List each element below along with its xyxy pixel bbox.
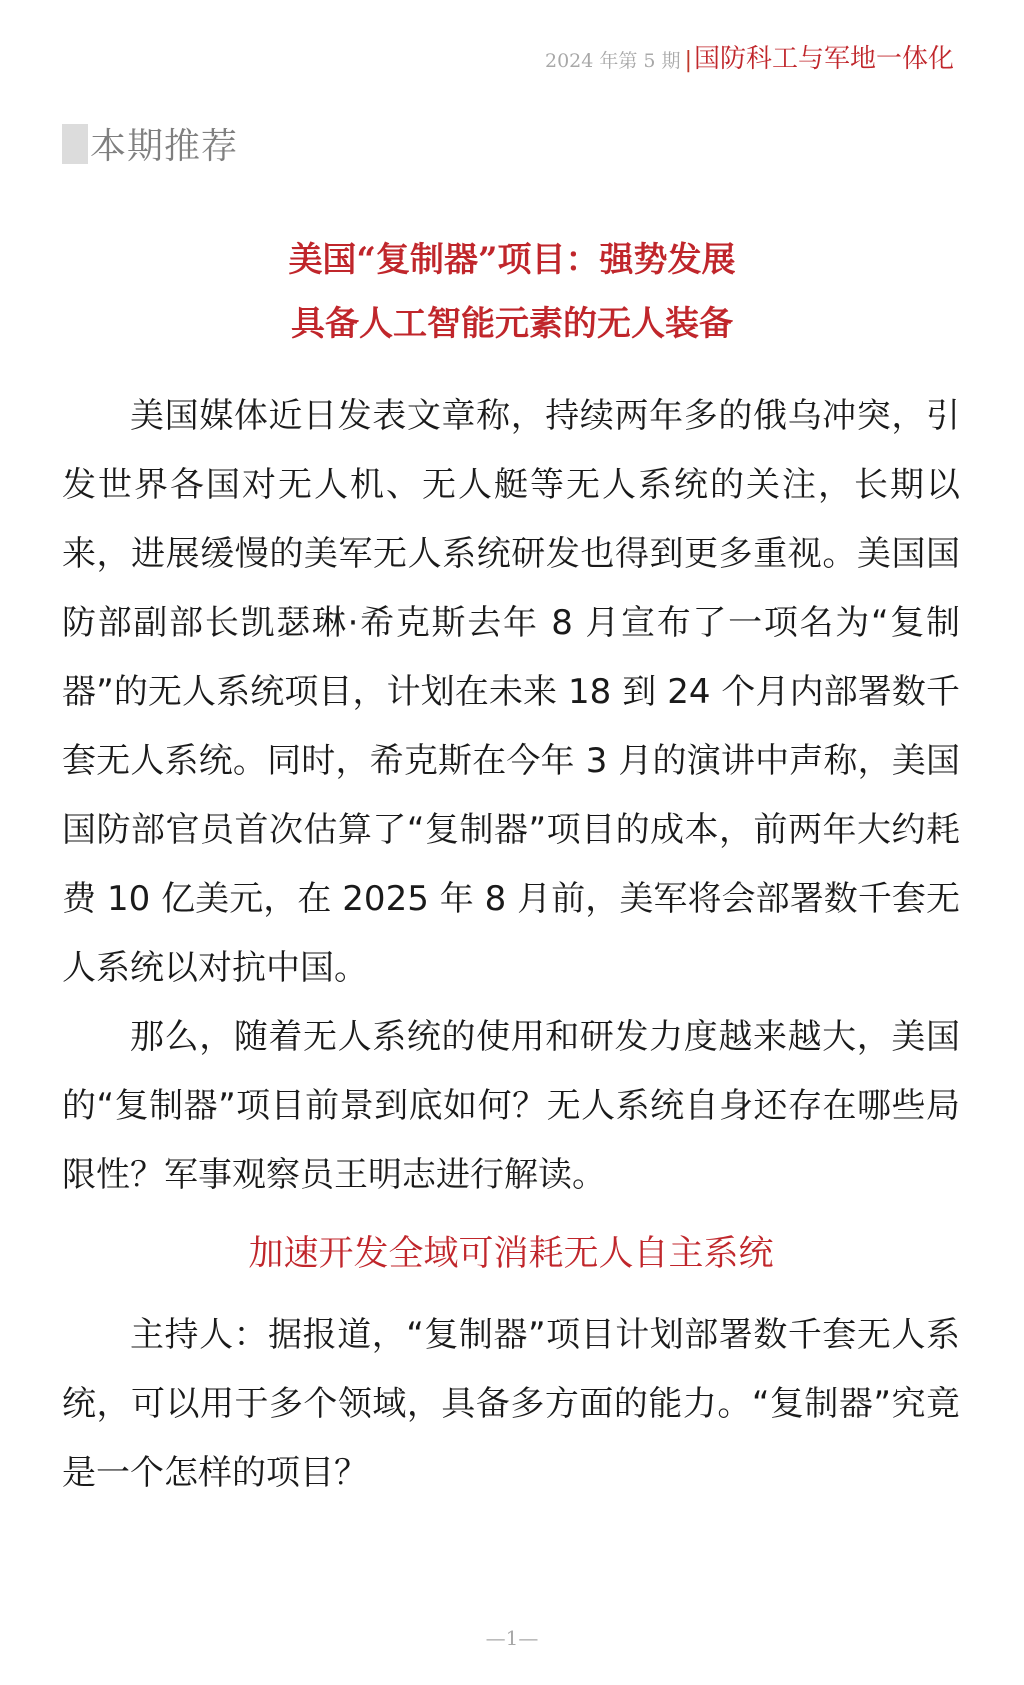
body-paragraph: 美国媒体近日发表文章称，持续两年多的俄乌冲突，引发世界各国对无人机、无人艇等无人系统的关注，长期以来，进展缓慢的美军无人系统研发也得到更多重视。美国国防部副部长凯瑟琳·希克斯去年 8 月宣布了一项名为“复制器”的无人系统项目，计划在未来 18 到 24 个月内部署数千套无人系统。同时，希克斯在今年 3 月的演讲中声称，美国国防部官员首次估算了“复制器”项目的成本，前两年大约耗费 10 亿美元，在 2025 年 8 月前，美军将会部署数千套无人系统以对抗中国。 — [62, 396, 960, 988]
running-header — [545, 38, 954, 75]
section-subheading: 加速开发全域可消耗无人自主系统 — [248, 1234, 774, 1274]
article-body — [62, 382, 960, 1508]
page-number: —1— — [485, 1626, 539, 1650]
column-name: 国防科工与军地一体化 — [693, 44, 954, 74]
section-label-text: 本期推荐 — [90, 126, 239, 167]
article-title-line-2: 具备人工智能元素的无人装备 — [291, 304, 733, 344]
body-paragraph: 那么，随着无人系统的使用和研发力度越来越大，美国的“复制器”项目前景到底如何？无人系统自身还存在哪些局限性？军事观察员王明志进行解读。 — [62, 1017, 960, 1195]
section-label-marker — [62, 124, 88, 164]
section-label — [62, 118, 238, 169]
body-paragraph: 主持人：据报道，“复制器”项目计划部署数千套无人系统，可以用于多个领域，具备多方面的能力。“复制器”究竟是一个怎样的项目？ — [62, 1315, 960, 1493]
article-title — [0, 228, 1024, 356]
article-title-line-1: 美国“复制器”项目：强势发展 — [288, 240, 736, 280]
issue-label: 2024 年第 5 期 — [545, 50, 681, 72]
header-separator: | — [684, 48, 692, 73]
